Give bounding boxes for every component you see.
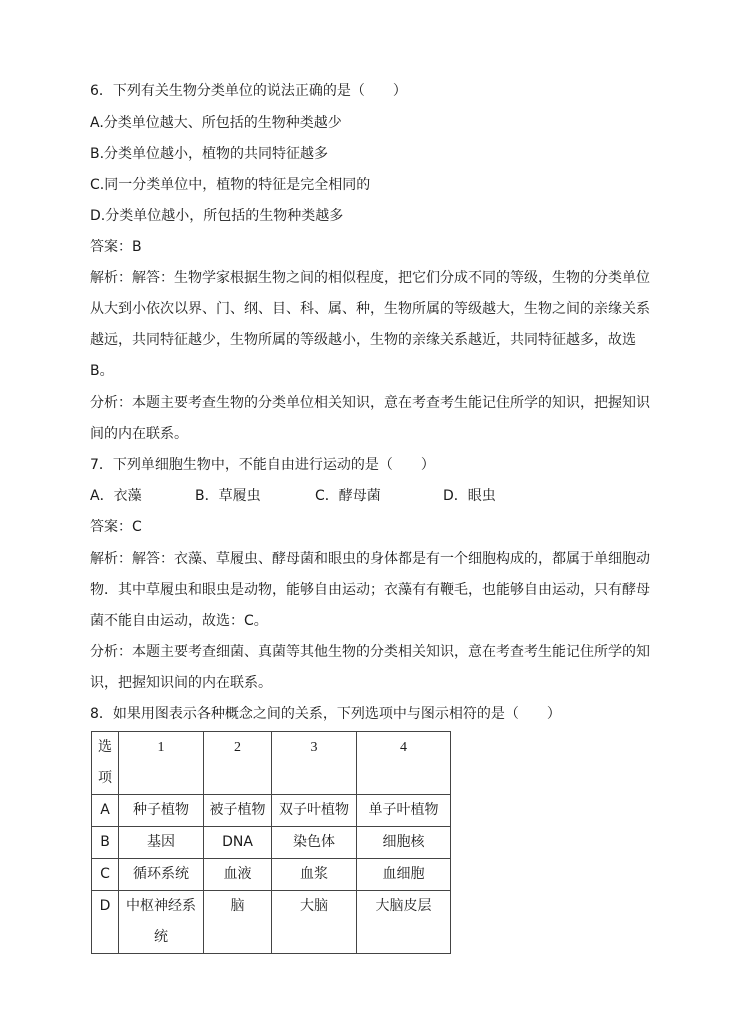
q7-option-a: A．衣藻 (90, 488, 142, 504)
table-row-label: A (92, 795, 119, 827)
q6-analysis-line: 间的内在联系。 (90, 426, 188, 442)
q7-explanation-line: 物．其中草履虫和眼虫是动物，能够自由运动；衣藻有有鞭毛，也能够自由运动，只有酵母 (90, 582, 650, 598)
q8-table (91, 731, 451, 954)
table-row-label: D (92, 891, 119, 954)
table-cell: 大脑 (272, 891, 357, 954)
table-cell: 双子叶植物 (272, 795, 357, 827)
table-cell: 血液 (204, 859, 272, 891)
table-cell: DNA (204, 827, 272, 859)
table-cell: 细胞核 (357, 827, 451, 859)
table-header-cell: 4 (357, 732, 451, 795)
table-cell: 循环系统 (119, 859, 204, 891)
q7-explanation-line: 菌不能自由运动，故选：C。 (90, 613, 268, 629)
table-header-row (92, 732, 451, 795)
table-cell: 染色体 (272, 827, 357, 859)
table-row (92, 795, 451, 827)
q6-analysis-line: 分析：本题主要考查生物的分类单位相关知识，意在考查考生能记住所学的知识，把握知识 (90, 395, 650, 411)
q6-option-d: D.分类单位越小，所包括的生物种类越多 (90, 208, 344, 224)
table-header-label: 选项 (92, 732, 119, 795)
table-header-cell: 1 (119, 732, 204, 795)
q7-answer: 答案：C (90, 519, 142, 535)
table-row (92, 827, 451, 859)
q7-explanation-line: 解析：解答：衣藻、草履虫、酵母菌和眼虫的身体都是有一个细胞构成的，都属于单细胞动 (90, 551, 650, 567)
q6-option-a: A.分类单位越大、所包括的生物种类越少 (90, 115, 342, 131)
q6-stem: 6．下列有关生物分类单位的说法正确的是（ ） (90, 83, 407, 99)
q7-analysis-line: 识，把握知识间的内在联系。 (90, 675, 272, 691)
q6-answer: 答案：B (90, 239, 142, 255)
q6-explanation-line: 从大到小依次以界、门、纲、目、科、属、种，生物所属的等级越大，生物之间的亲缘关系 (90, 301, 650, 317)
table-cell: 大脑皮层 (357, 891, 451, 954)
table-header-cell: 3 (272, 732, 357, 795)
table-row-label: C (92, 859, 119, 891)
q6-explanation-line: 越远，共同特征越少，生物所属的等级越小，生物的亲缘关系越近，共同特征越多，故选 (90, 332, 636, 348)
table-cell: 血浆 (272, 859, 357, 891)
table-row (92, 859, 451, 891)
q8-stem: 8．如果用图表示各种概念之间的关系，下列选项中与图示相符的是（ ） (90, 706, 561, 722)
q7-option-b: B．草履虫 (195, 488, 261, 504)
q7-stem: 7．下列单细胞生物中，不能自由进行运动的是（ ） (90, 457, 435, 473)
table-cell: 单子叶植物 (357, 795, 451, 827)
table-row-label: B (92, 827, 119, 859)
table-cell: 血细胞 (357, 859, 451, 891)
table-cell: 基因 (119, 827, 204, 859)
table-cell: 种子植物 (119, 795, 204, 827)
q6-option-b: B.分类单位越小，植物的共同特征越多 (90, 146, 329, 162)
q6-explanation-line: 解析：解答：生物学家根据生物之间的相似程度，把它们分成不同的等级，生物的分类单位 (90, 270, 650, 286)
q7-option-d: D．眼虫 (443, 488, 496, 504)
table-cell: 中枢神经系统 (119, 891, 204, 954)
table-row (92, 891, 451, 954)
table-cell: 脑 (204, 891, 272, 954)
q6-explanation-line: B。 (90, 363, 114, 379)
q7-option-c: C．酵母菌 (315, 488, 381, 504)
table-cell: 被子植物 (204, 795, 272, 827)
q7-analysis-line: 分析：本题主要考查细菌、真菌等其他生物的分类相关知识，意在考查考生能记住所学的知 (90, 644, 650, 660)
table-header-cell: 2 (204, 732, 272, 795)
q6-option-c: C.同一分类单位中，植物的特征是完全相同的 (90, 177, 371, 193)
